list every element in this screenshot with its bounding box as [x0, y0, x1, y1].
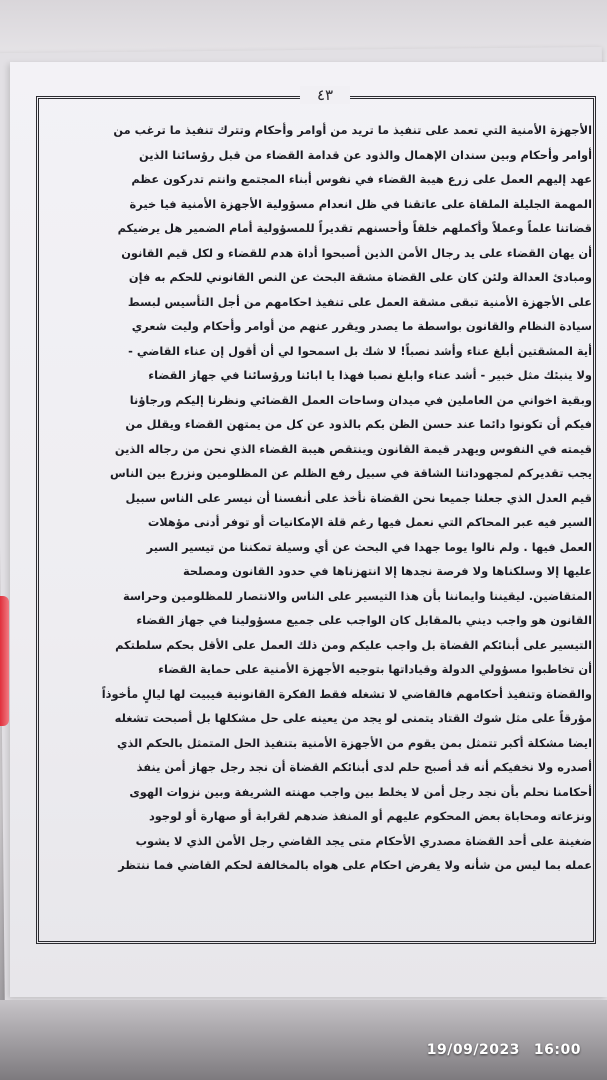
text-line: أوامر وأحكام وبين سندان الإهمال والذود عن قدامة القضاء من قبل رؤسائنا الذين — [138, 147, 592, 162]
text-line: فيكم أن تكونوا دائما عند حسن الظن بكم بالذود عن كل من يمتهن القضاء ويقلل من — [125, 417, 592, 431]
red-object-edge — [0, 596, 9, 726]
text-line: سيادة النظام والقانون بواسطة ما يصدر ويقرر عنهم من أوامر وأحكام وليت شعري — [131, 319, 592, 333]
text-line: ونزعاته ومحاباة بعض المحكوم عليهم أو المنفذ ضدهم لقرابة أو صهارة أو لوجود — [148, 809, 592, 823]
text-line: ضغينة على أحد القضاة مصدري الأحكام متى يجد القاضي رجل الأمن الذي لا يشوب — [135, 833, 592, 848]
text-line: والقضاة وتنفيذ أحكامهم فالقاضي لا تشغله فقط الفكرة القانونية فيبيت لها ليالٍ مأخوذاً — [101, 686, 592, 701]
text-line: عهد إليهم العمل على زرع هيبة القضاء في نفوس أبناء المجتمع وانتم تدركون عظم — [131, 172, 592, 186]
timestamp-date: 19/09/2023 — [426, 1042, 520, 1058]
text-line: عليها إلا وسلكناها ولا فرصة نجدها إلا انتهزناها في حدود القانون ومصلحة — [183, 564, 592, 578]
text-line: قيم العدل الذي جعلنا جميعا نحن القضاة نأخذ على أنفسنا أن نيسر على الناس سبيل — [125, 490, 592, 505]
timestamp-time: 16:00 — [533, 1042, 581, 1058]
text-line: يجب تقديركم لمجهوداتنا الشاقة في سبيل رفع الظلم عن المظلومين ونزرع بين الناس — [109, 466, 592, 480]
text-line: الأجهزة الأمنية التي تعمد على تنفيذ ما تريد من أوامر وأحكام وتترك تنفيذ ما ترغب من — [113, 123, 592, 137]
text-line: أية المشقتين أبلغ عناء وأشد نصباً! لا شك بل اسمحوا لي أن أقول إن عناء القاضي - — [128, 343, 592, 358]
text-line: ولا ينبئك مثل خبير - أشد عناء وابلغ نصبا فهذا يا ابائنا ورؤسائنا في جهاز القضاء — [148, 368, 592, 382]
text-line: عمله بما ليس من شأنه ولا يفرض احكام على هواه بالمخالفة لحكم القاضي فما ننتظر — [118, 858, 592, 872]
document-text — [44, 118, 592, 878]
text-line: أن يهان القضاء على يد رجال الأمن الذين أصبحوا أداة هدم للقضاء و لكل قيم القانون — [121, 245, 592, 260]
text-line: العمل فيها . ولم نالوا يوما جهدا في البحث عن أي وسيلة تمكننا من تيسير السير — [146, 539, 592, 554]
page-number: ٤٣ — [300, 86, 350, 104]
text-line: المتقاضين. ليقيننا وايماننا بأن هذا التيسير على الناس والانتصار للمظلومين وحراسة — [122, 588, 592, 603]
background-bottom — [0, 1000, 607, 1080]
text-line: على الأجهزة الأمنية تبقى مشقة العمل على تنفيذ احكامهم من أجل التأسيس لبسط — [127, 294, 592, 309]
camera-timestamp — [427, 1042, 581, 1058]
text-line: مؤرقاً على مثل شوك القتاد يتمنى لو يجد من يعينه على حل مشكلها بل أصبحت تشغله — [114, 711, 592, 725]
text-line: أحكامنا نحلم بأن نجد رجل أمن لا يخلط بين واجب مهنته الشريفة وبين نزوات الهوى — [129, 784, 592, 799]
text-line: وبقية اخواني من العاملين في ميدان وساحات العمل القضائي ونظرنا إليكم ورجاؤنا — [129, 392, 592, 407]
text-line: قيمته في النفوس ويهدر قيمة القانون وينتقص هيبة القضاء الذي نحن من رجاله الذين — [114, 441, 592, 456]
text-line: ايضا مشكلة أكبر تتمثل بمن يقوم من الأجهزة الأمنية بتنفيذ الحل المتمثل بالحكم الذي — [117, 735, 592, 750]
text-line: أن تخاطبوا مسؤولي الدولة وقياداتها بتوجيه الأجهزة الأمنية على حماية القضاء — [158, 662, 592, 676]
text-line: ومبادئ العدالة ولئن كان على القضاة مشقة البحث عن النص القانوني للحكم به فإن — [128, 270, 592, 284]
text-line: قضاتنا علماً وعملاً وأكملهم خلقاً وأحسنهم تقديراً للمسؤولية أمام الضمير هل يرضيكم — [117, 221, 592, 235]
text-line: المهمة الجليلة الملقاة على عاتقنا في ظل انعدام مسؤولية الأجهزة الأمنية فيا خيرة — [129, 196, 592, 211]
text-line: القانون هو واجب ديني بالمقابل كان الواجب على جميع مسؤولينا في جهاز القضاء — [136, 613, 592, 627]
text-line: السير فيه عبر المحاكم التي نعمل فيها رغم قلة الإمكانيات أو توفر أدنى مؤهلات — [147, 515, 592, 529]
text-line: أصدره ولا نخفيكم أنه قد أصبح حلم لدى أبنائكم القضاة أن نجد رجل جهاز أمن ينفذ — [136, 760, 592, 774]
text-line: التيسير على أبنائكم القضاة بل واجب عليكم ومن ذلك العمل على الأقل بحكم سلطتكم — [115, 637, 592, 652]
